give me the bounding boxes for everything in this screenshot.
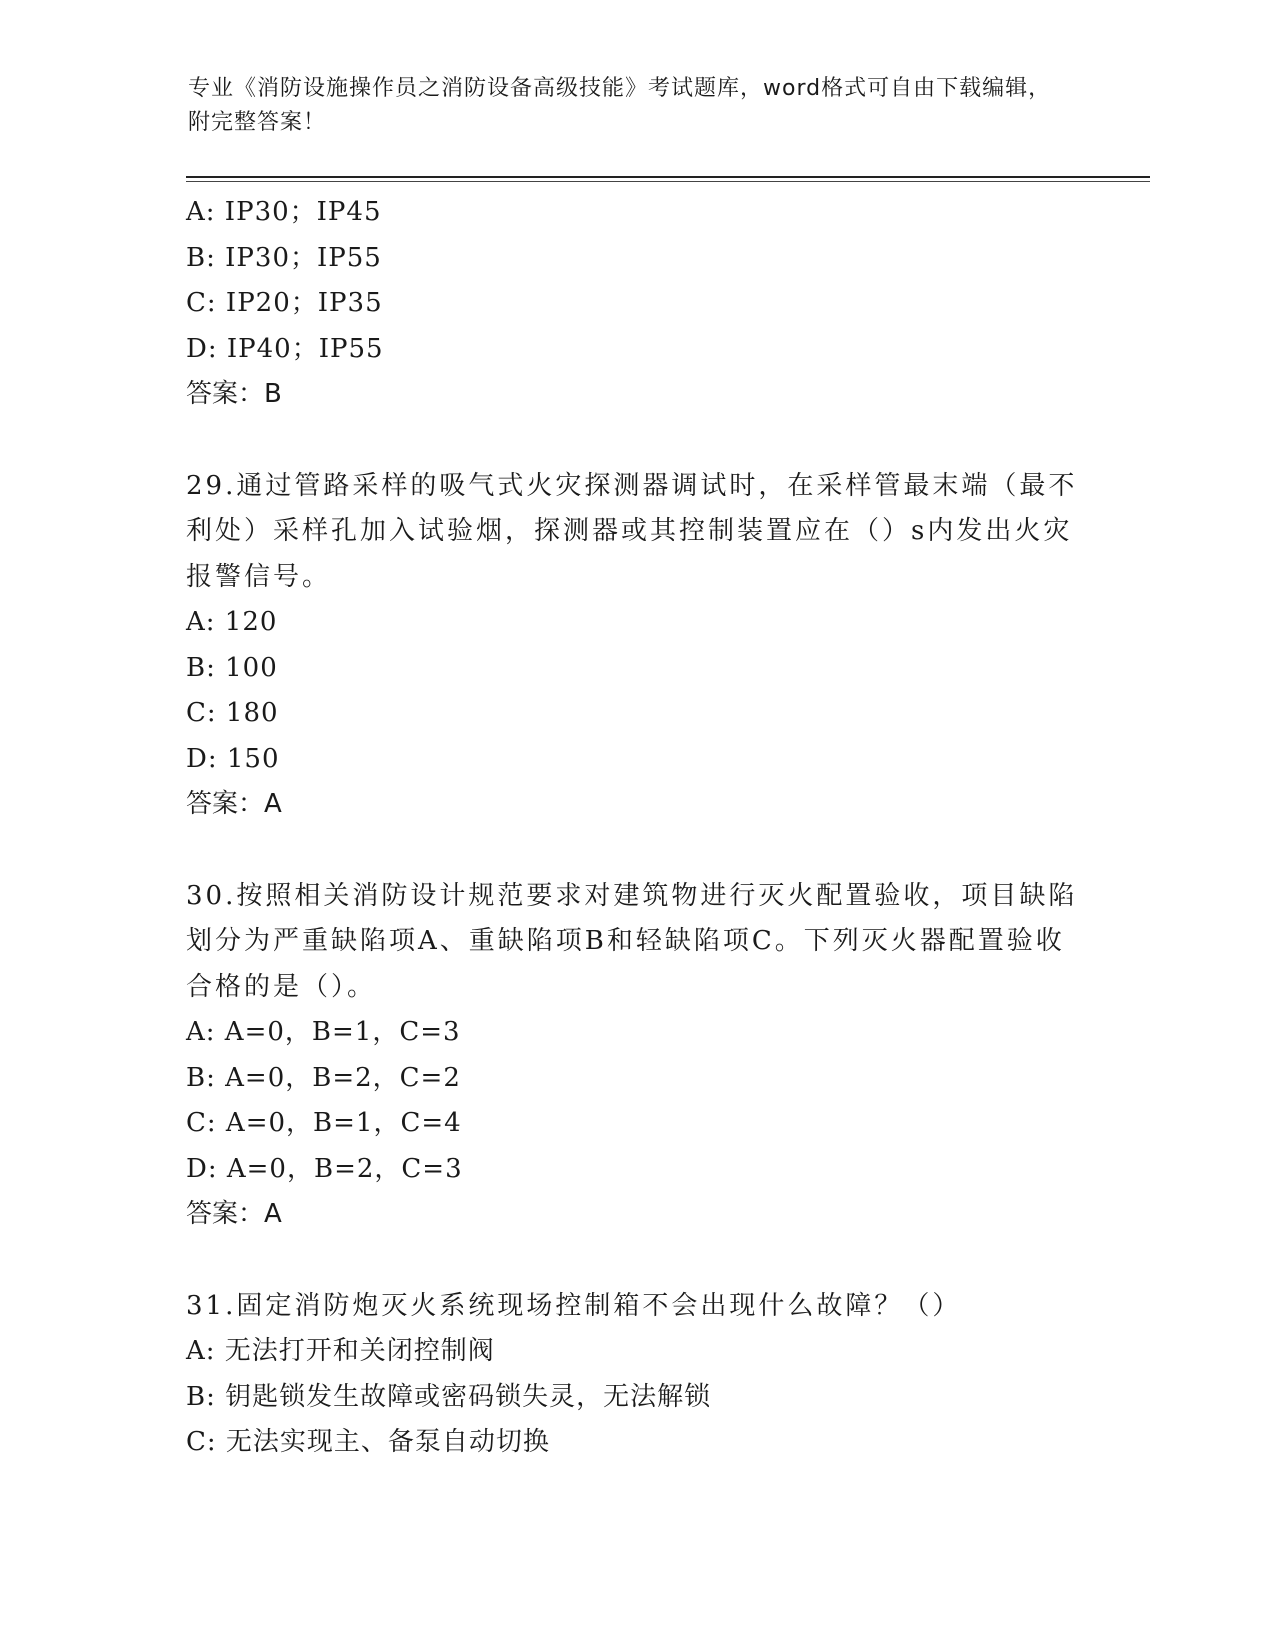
question-30	[186, 874, 1086, 1238]
header-divider-thin	[186, 181, 1150, 182]
option-d: D: A=0，B=2，C=3	[186, 1153, 463, 1184]
option-b: B: 钥匙锁发生故障或密码锁失灵，无法解锁	[186, 1381, 712, 1412]
answer: 答案：A	[186, 789, 282, 819]
question-text: 29.通过管路采样的吸气式火灾探测器调试时，在采样管最末端（最不利处）采样孔加入试验烟，探测器或其控制装置应在（）s内发出火灾报警信号。	[186, 470, 1078, 592]
option-b: B: IP30；IP55	[186, 242, 382, 273]
option-a: A: A=0，B=1，C=3	[186, 1017, 461, 1047]
answer: 答案：A	[186, 1199, 282, 1229]
header-divider	[186, 176, 1150, 178]
option-b: B: A=0，B=2，C=2	[186, 1062, 461, 1093]
option-c: C: 无法实现主、备泵自动切换	[186, 1427, 550, 1457]
option-a: A: IP30；IP45	[186, 197, 382, 227]
question-28	[186, 190, 1086, 418]
option-a: A: 120	[186, 607, 278, 637]
question-31	[186, 1284, 1086, 1466]
option-d: D: 150	[186, 743, 280, 774]
option-d: D: IP40；IP55	[186, 333, 384, 364]
option-b: B: 100	[186, 652, 278, 683]
document-header: 专业《消防设施操作员之消防设备高级技能》考试题库，word格式可自由下载编辑，附完整答案！	[188, 76, 1052, 135]
option-a: A: 无法打开和关闭控制阀	[186, 1336, 495, 1366]
question-list	[186, 190, 1086, 1466]
answer: 答案：B	[186, 379, 282, 409]
option-c: C: 180	[186, 698, 279, 728]
question-text: 31.固定消防炮灭火系统现场控制箱不会出现什么故障？（）	[186, 1290, 962, 1321]
option-c: C: IP20；IP35	[186, 288, 383, 318]
question-29	[186, 464, 1086, 828]
question-text: 30.按照相关消防设计规范要求对建筑物进行灭火配置验收，项目缺陷划分为严重缺陷项A、重缺陷项B和轻缺陷项C。下列灭火器配置验收合格的是（）。	[186, 880, 1078, 1002]
option-c: C: A=0，B=1，C=4	[186, 1108, 462, 1138]
